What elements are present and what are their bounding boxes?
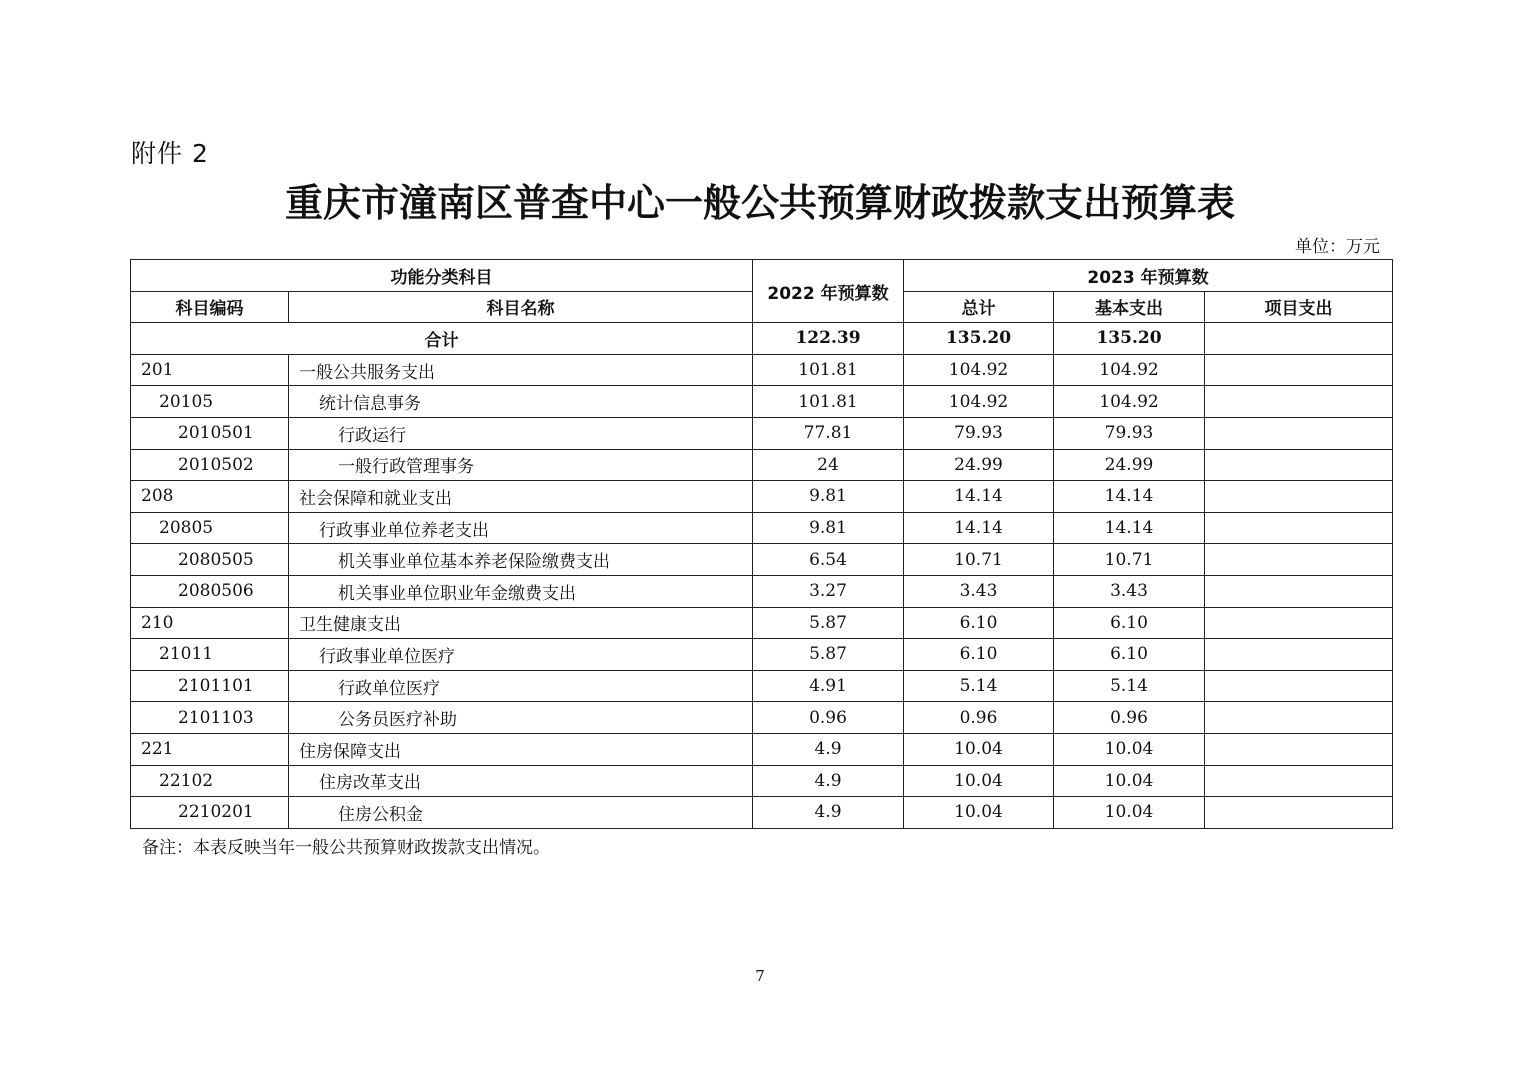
row-b2022: 77.81: [753, 417, 904, 449]
table-row: [131, 797, 1393, 829]
row-code: 2101103: [131, 702, 289, 734]
row-code: 221: [131, 733, 289, 765]
row-basic: 6.10: [1054, 639, 1205, 671]
row-name: 社会保障和就业支出: [289, 481, 753, 513]
row-b2022: 101.81: [753, 354, 904, 386]
row-code: 2210201: [131, 797, 289, 829]
row-total: 79.93: [904, 417, 1054, 449]
row-total: 6.10: [904, 639, 1054, 671]
total-project: [1205, 323, 1393, 355]
row-basic: 104.92: [1054, 386, 1205, 418]
row-code: 208: [131, 481, 289, 513]
header-basic: 基本支出: [1054, 291, 1205, 323]
total-label: 合计: [131, 323, 753, 355]
row-basic: 79.93: [1054, 417, 1205, 449]
row-basic: 104.92: [1054, 354, 1205, 386]
row-project: [1205, 544, 1393, 576]
attachment-label: 附件 2: [131, 139, 209, 168]
header-project: 项目支出: [1205, 291, 1393, 323]
row-project: [1205, 670, 1393, 702]
row-name: 住房公积金: [289, 797, 753, 829]
row-basic: 5.14: [1054, 670, 1205, 702]
row-basic: 6.10: [1054, 607, 1205, 639]
row-total: 24.99: [904, 449, 1054, 481]
row-total: 104.92: [904, 354, 1054, 386]
row-project: [1205, 639, 1393, 671]
row-project: [1205, 702, 1393, 734]
row-code: 201: [131, 354, 289, 386]
table-row: [131, 417, 1393, 449]
row-code: 20805: [131, 512, 289, 544]
table-row: [131, 386, 1393, 418]
header-budget-2023: 2023 年预算数: [904, 260, 1393, 292]
row-code: 20105: [131, 386, 289, 418]
total-basic: 135.20: [1054, 323, 1205, 355]
row-b2022: 5.87: [753, 607, 904, 639]
row-basic: 0.96: [1054, 702, 1205, 734]
row-project: [1205, 575, 1393, 607]
table-row: [131, 765, 1393, 797]
row-name: 一般公共服务支出: [289, 354, 753, 386]
row-total: 10.71: [904, 544, 1054, 576]
row-basic: 10.04: [1054, 733, 1205, 765]
row-code: 2080505: [131, 544, 289, 576]
row-b2022: 9.81: [753, 481, 904, 513]
row-name: 机关事业单位基本养老保险缴费支出: [289, 544, 753, 576]
row-total: 10.04: [904, 797, 1054, 829]
row-b2022: 0.96: [753, 702, 904, 734]
row-b2022: 4.9: [753, 765, 904, 797]
row-code: 2010502: [131, 449, 289, 481]
row-basic: 10.04: [1054, 797, 1205, 829]
row-basic: 14.14: [1054, 481, 1205, 513]
row-total: 0.96: [904, 702, 1054, 734]
row-b2022: 101.81: [753, 386, 904, 418]
table-note: 备注：本表反映当年一般公共预算财政拨款支出情况。: [142, 838, 550, 858]
row-name: 机关事业单位职业年金缴费支出: [289, 575, 753, 607]
row-total: 10.04: [904, 765, 1054, 797]
table-row: [131, 733, 1393, 765]
row-b2022: 9.81: [753, 512, 904, 544]
header-name: 科目名称: [289, 291, 753, 323]
table-row: [131, 354, 1393, 386]
row-code: 2101101: [131, 670, 289, 702]
row-total: 14.14: [904, 512, 1054, 544]
table-row: [131, 449, 1393, 481]
row-name: 行政运行: [289, 417, 753, 449]
row-name: 一般行政管理事务: [289, 449, 753, 481]
page-number: 7: [755, 967, 765, 985]
header-func-category: 功能分类科目: [131, 260, 753, 292]
row-total: 104.92: [904, 386, 1054, 418]
table-row: [131, 607, 1393, 639]
table-row: [131, 512, 1393, 544]
row-code: 210: [131, 607, 289, 639]
row-b2022: 4.91: [753, 670, 904, 702]
unit-label: 单位：万元: [1295, 237, 1380, 257]
row-b2022: 5.87: [753, 639, 904, 671]
row-b2022: 24: [753, 449, 904, 481]
row-b2022: 4.9: [753, 733, 904, 765]
row-basic: 10.04: [1054, 765, 1205, 797]
row-project: [1205, 449, 1393, 481]
row-basic: 3.43: [1054, 575, 1205, 607]
row-project: [1205, 512, 1393, 544]
row-name: 住房保障支出: [289, 733, 753, 765]
row-total: 14.14: [904, 481, 1054, 513]
row-project: [1205, 354, 1393, 386]
row-b2022: 3.27: [753, 575, 904, 607]
row-name: 行政事业单位医疗: [289, 639, 753, 671]
row-total: 5.14: [904, 670, 1054, 702]
budget-table: [130, 259, 1393, 829]
page-title: 重庆市潼南区普查中心一般公共预算财政拨款支出预算表: [284, 180, 1235, 225]
row-basic: 14.14: [1054, 512, 1205, 544]
row-b2022: 4.9: [753, 797, 904, 829]
row-project: [1205, 386, 1393, 418]
row-code: 2080506: [131, 575, 289, 607]
row-project: [1205, 481, 1393, 513]
row-total: 3.43: [904, 575, 1054, 607]
row-name: 卫生健康支出: [289, 607, 753, 639]
row-code: 22102: [131, 765, 289, 797]
header-total: 总计: [904, 291, 1054, 323]
row-project: [1205, 797, 1393, 829]
row-name: 行政事业单位养老支出: [289, 512, 753, 544]
row-project: [1205, 733, 1393, 765]
row-name: 住房改革支出: [289, 765, 753, 797]
row-basic: 10.71: [1054, 544, 1205, 576]
total-total: 135.20: [904, 323, 1054, 355]
header-code: 科目编码: [131, 291, 289, 323]
table-row: [131, 702, 1393, 734]
row-total: 6.10: [904, 607, 1054, 639]
row-name: 公务员医疗补助: [289, 702, 753, 734]
row-total: 10.04: [904, 733, 1054, 765]
table-row: [131, 575, 1393, 607]
table-row: [131, 670, 1393, 702]
row-code: 2010501: [131, 417, 289, 449]
row-b2022: 6.54: [753, 544, 904, 576]
total-row: [131, 323, 1393, 355]
row-basic: 24.99: [1054, 449, 1205, 481]
row-name: 统计信息事务: [289, 386, 753, 418]
row-name: 行政单位医疗: [289, 670, 753, 702]
row-project: [1205, 607, 1393, 639]
table-row: [131, 639, 1393, 671]
total-b2022: 122.39: [753, 323, 904, 355]
row-code: 21011: [131, 639, 289, 671]
table-row: [131, 481, 1393, 513]
table-row: [131, 544, 1393, 576]
row-project: [1205, 417, 1393, 449]
row-project: [1205, 765, 1393, 797]
header-budget-2022: 2022 年预算数: [753, 260, 904, 323]
